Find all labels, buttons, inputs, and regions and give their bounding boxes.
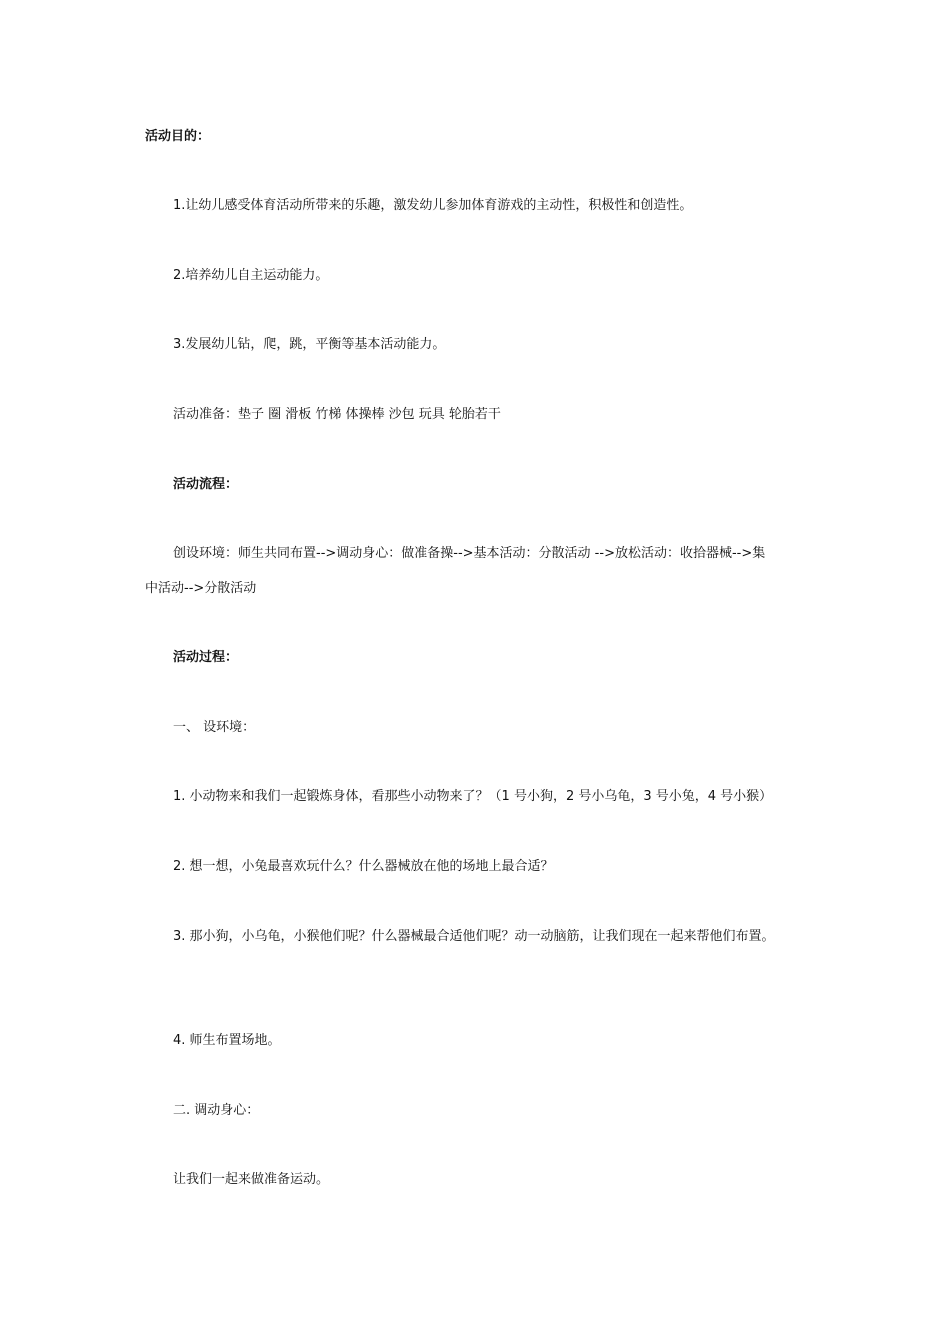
heading-flow: 活动流程： [173, 477, 239, 492]
heading-goals: 活动目的： [145, 129, 211, 144]
goal-item-2: 2.培养幼儿自主运动能力。 [173, 268, 329, 283]
preparation-text: 活动准备：垫子 圈 滑板 竹梯 体操棒 沙包 玩具 轮胎若干 [173, 407, 501, 422]
step-item-1: 1. 小动物来和我们一起锻炼身体，看那些小动物来了？（1 号小狗，2 号小乌龟，3 号小兔，4 号小猴） [173, 789, 773, 804]
section-1-title: 一、 设环境： [173, 720, 256, 735]
warmup-text: 让我们一起来做准备运动。 [173, 1172, 330, 1187]
step-item-2: 2. 想一想，小兔最喜欢玩什么？什么器械放在他的场地上最合适？ [173, 859, 554, 874]
goal-item-3: 3.发展幼儿钻，爬，跳，平衡等基本活动能力。 [173, 337, 446, 352]
flow-text-line-1: 创设环境：师生共同布置-->调动身心：做准备操-->基本活动：分散活动 -->放松活动：收拾器械-->集 [173, 546, 766, 561]
section-2-title: 二. 调动身心： [173, 1103, 260, 1118]
heading-process: 活动过程： [173, 650, 239, 665]
goal-item-1: 1.让幼儿感受体育活动所带来的乐趣，激发幼儿参加体育游戏的主动性，积极性和创造性。 [173, 198, 693, 213]
step-item-4: 4. 师生布置场地。 [173, 1033, 281, 1048]
step-item-3: 3. 那小狗，小乌龟，小猴他们呢？什么器械最合适他们呢？动一动脑筋，让我们现在一起来帮他们布置。 [173, 929, 775, 944]
flow-text-line-2: 中活动-->分散活动 [145, 581, 257, 596]
